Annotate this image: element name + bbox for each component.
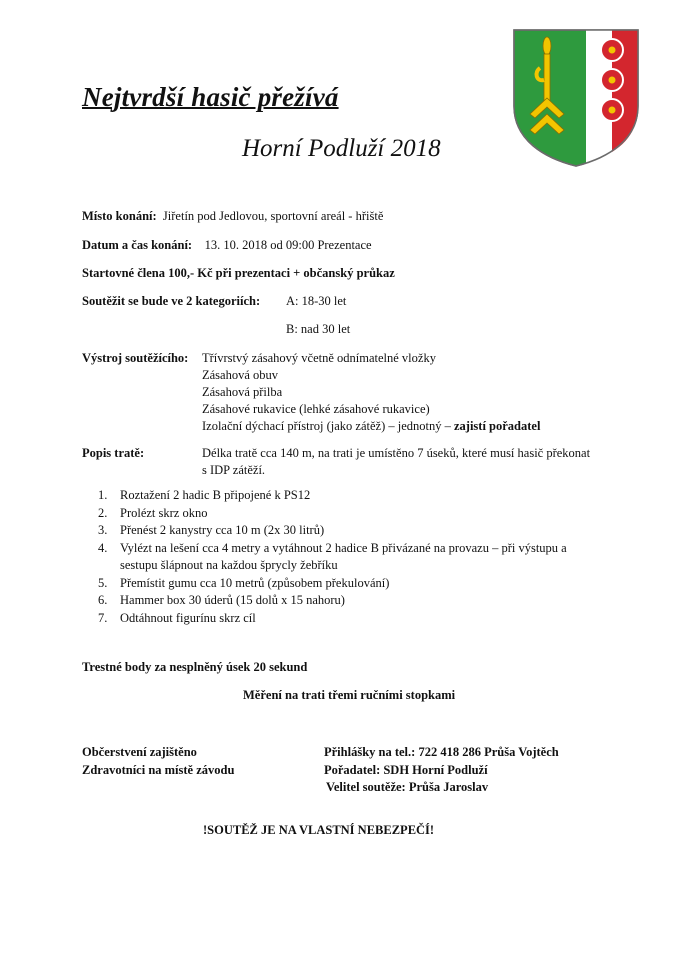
list-item: 5. Přemístit gumu cca 10 metrů (způsobem překulování): [98, 575, 390, 590]
equipment-item-last: [202, 419, 540, 434]
document-title: Nejtvrdší hasič přežívá: [82, 82, 339, 112]
penalty-text: Trestné body za nesplněný úsek: [82, 660, 251, 674]
datetime-label: Datum a čas konání:: [82, 238, 193, 252]
list-item: 6. Hammer box 30 úderů (15 dolů x 15 nahoru): [98, 593, 345, 607]
race-director: Velitel soutěže: Průša Jaroslav: [326, 780, 489, 794]
medics-note: Zdravotníci na místě závodu: [82, 763, 235, 777]
organizer: Pořadatel: SDH Horní Podluží: [324, 763, 488, 777]
safety-warning: !SOUTĚŽ JE NA VLASTNÍ NEBEZPEČÍ!: [203, 823, 435, 837]
equipment-item-text: Izolační dýchací přístroj (jako zátěž) – jednotný –: [202, 419, 451, 433]
equipment-item: Třívrstvý zásahový včetně odnímatelné vložky: [202, 351, 436, 365]
list-item: 3. Přenést 2 kanystry cca 10 m (2x 30 litrů): [98, 523, 325, 537]
datetime-value: 13. 10. 2018 od 09:00 Prezentace: [204, 238, 372, 252]
list-item: 4. Vylézt na lešení cca 4 metry a vytáhnout 2 hadice B přivázané na provazu – při výstupu a sestupu šlápnout na každou šprycly žebříku: [98, 540, 567, 572]
penalty-time: 20 sekund: [253, 660, 308, 674]
venue-label: Místo konání:: [82, 209, 157, 223]
timing-note: Měření na trati třemi ručními stopkami: [243, 688, 456, 702]
coat-of-arms-icon: [512, 28, 640, 168]
venue-value: Jiřetín pod Jedlovou, sportovní areál - hřiště: [162, 209, 384, 223]
refreshments-note: Občerstvení zajištěno: [82, 745, 197, 759]
registration-contact: Přihlášky na tel.: 722 418 286 Průša Vojtěch: [324, 745, 559, 759]
penalty-note: [82, 660, 307, 675]
equipment-item: Zásahová přilba: [202, 385, 283, 399]
equipment-label: Výstroj soutěžícího:: [82, 351, 189, 365]
course-steps-list: [98, 487, 598, 627]
venue-row: [82, 209, 383, 224]
equipment-item: Zásahové rukavice (lehké zásahové rukavice): [202, 402, 430, 416]
list-item: 2. Prolézt skrz okno: [98, 505, 208, 520]
track-description-line2: s IDP zátěží.: [202, 463, 266, 477]
datetime-row: [82, 238, 372, 253]
equipment-item-note: zajistí pořadatel: [453, 419, 541, 433]
list-item: 1. Roztažení 2 hadic B připojené k PS12: [98, 488, 311, 502]
entry-fee: Startovné člena 100,- Kč při prezentaci + občanský průkaz: [82, 266, 395, 280]
track-description-line1: Délka tratě cca 140 m, na trati je umístěno 7 úseků, které musí hasič překonat: [202, 446, 591, 460]
track-label: Popis tratě:: [82, 446, 145, 460]
category-a: A: 18-30 let: [286, 294, 347, 308]
list-item: 7. Odtáhnout figurínu skrz cíl: [98, 610, 256, 625]
categories-label: Soutěžit se bude ve 2 kategoriích:: [82, 294, 261, 308]
category-b: B: nad 30 let: [286, 322, 351, 336]
document-subtitle: Horní Podluží 2018: [242, 135, 441, 162]
equipment-item: Zásahová obuv: [202, 368, 279, 382]
